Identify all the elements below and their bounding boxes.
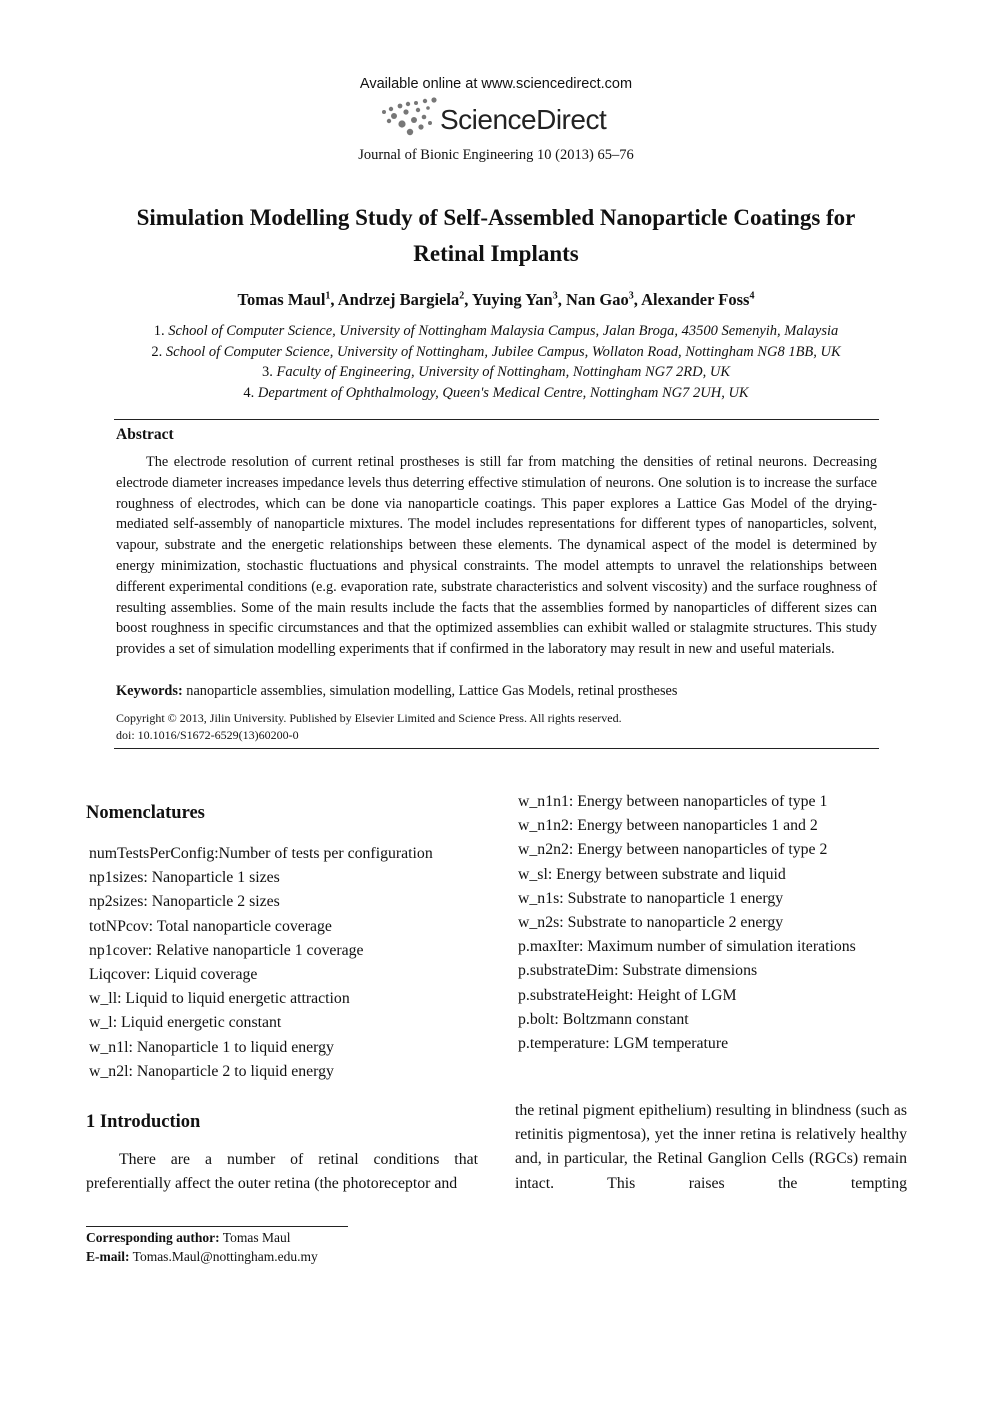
nomenclature-item: w_n1s: Substrate to nanoparticle 1 energy	[518, 889, 784, 907]
paper-title: Simulation Modelling Study of Self-Assembled Nanoparticle Coatings for Retinal Implants	[136, 205, 856, 266]
nomenclature-item: Liqcover: Liquid coverage	[89, 966, 258, 984]
nomenclature-item: p.bolt: Boltzmann constant	[518, 1010, 689, 1028]
author: Alexander Foss	[641, 290, 750, 309]
nomenclature-list-right	[518, 790, 856, 1056]
nomenclature-list-left	[89, 842, 433, 1084]
corresponding-author-label: Corresponding author:	[86, 1230, 220, 1245]
nomenclature-item: p.temperature: LGM temperature	[518, 1035, 729, 1053]
nomenclature-item: np1cover: Relative nanoparticle 1 coverage	[89, 941, 364, 959]
available-online-line: Available online at www.sciencedirect.com	[359, 76, 633, 92]
author-affiliation-mark: 4	[749, 290, 755, 302]
keywords-line	[116, 683, 677, 700]
corresponding-author-line	[86, 1229, 318, 1248]
nomenclature-item: w_n2l: Nanoparticle 2 to liquid energy	[89, 1062, 334, 1080]
email-label: E-mail:	[86, 1248, 130, 1264]
nomenclature-item: w_n1n2: Energy between nanoparticles 1 and 2	[518, 817, 818, 835]
abstract-top-rule	[114, 419, 879, 420]
corresponding-author-name: Tomas Maul	[222, 1230, 291, 1245]
introduction-text-left: There are a number of retinal conditions that preferentially affect the outer retina (the photoreceptor and	[86, 1151, 478, 1193]
doi-text: doi: 10.1016/S1672-6529(13)60200-0	[116, 727, 299, 742]
copyright-block	[116, 710, 622, 743]
affiliation	[0, 344, 992, 361]
copyright-text: Copyright © 2013, Jilin University. Published by Elsevier Limited and Science Press. All rights reserved.	[116, 711, 622, 725]
author: Andrzej Bargiela	[337, 290, 460, 309]
nomenclature-item: w_sl: Energy between substrate and liquid	[518, 865, 786, 883]
author-list: Tomas Maul$^1$, Andrzej Bargiela$^2$, Yuying Yan$^3$, Nan Gao$^3$, Alexander Foss$^4$	[237, 290, 755, 309]
nomenclature-item: numTestsPerConfig:Number of tests per configuration	[89, 845, 433, 862]
footnote-rule	[86, 1226, 348, 1227]
sciencedirect-logo-text: ScienceDirect	[440, 104, 607, 135]
nomenclature-item: w_n1l: Nanoparticle 1 to liquid energy	[89, 1038, 334, 1056]
affiliation-text: School of Computer Science, University of Nottingham Malaysia Campus, Jalan Broga, 43500 Semenyih, Malaysia	[168, 323, 839, 339]
nomenclature-item: np2sizes: Nanoparticle 2 sizes	[89, 893, 280, 911]
affiliation	[0, 364, 992, 381]
affiliation-number: 1.	[153, 323, 169, 339]
keywords-text: nanoparticle assemblies, simulation modelling, Lattice Gas Models, retinal prostheses	[186, 683, 678, 699]
nomenclature-item: p.maxIter: Maximum number of simulation iterations	[518, 938, 856, 956]
affiliation	[0, 385, 992, 402]
introduction-text-right: the retinal pigment epithelium) resulting in blindness (such as retinitis pigmentosa), yet the inner retina is relatively healthy and, in particular, the Retinal Ganglion Cells (RGCs) remain intact. This raises the tempting	[515, 1102, 907, 1192]
nomenclature-item: w_n1n1: Energy between nanoparticles of type 1	[518, 793, 828, 810]
nomenclature-item: w_ll: Liquid to liquid energetic attraction	[89, 990, 350, 1008]
email-address[interactable]: Tomas.Maul@nottingham.edu.my	[132, 1248, 318, 1264]
author-affiliation-mark: 2	[459, 290, 465, 302]
email-line	[86, 1248, 318, 1267]
author: Nan Gao	[565, 290, 629, 309]
abstract-bottom-rule	[114, 748, 879, 749]
author: Yuying Yan	[471, 290, 553, 309]
affiliation-text: Faculty of Engineering, University of Nottingham, Nottingham NG7 2RD, UK	[276, 364, 730, 380]
affiliation-number: 4.	[243, 385, 258, 401]
author-affiliation-mark: 1	[325, 290, 331, 302]
nomenclature-item: totNPcov: Total nanoparticle coverage	[89, 917, 332, 935]
abstract-text: The electrode resolution of current retinal prostheses is still far from matching the densities of retinal neurons. Decreasing electrode diameter increases impedance levels thus deterring effective stimulation of neurons. One solution is to increase the surface roughness of electrodes, which can be done via nanoparticle coatings. This paper explores a Lattice Gas Model of the drying-mediated self-assembly of nanoparticle mixtures. The model includes representations for different types of nanoparticles, solvent, vapour, substrate and the energetic relationships between these elements. The dynamical aspect of the model is determined by energy minimization, stochastic fluctuations and physical constraints. The model attempts to unravel the relationships between different experimental conditions (e.g. evaporation rate, substrate characteristics and solvent viscosity) and the surface roughness of resulting assemblies. Some of the main results include the facts that the assemblies formed by nanoparticles of different sizes can boost roughness in specific circumstances and that the optimized assemblies can exhibit walled or stalagmite structures. This study provides a set of simulation modelling experiments that if confirmed in the laboratory may result in new and useful materials.	[116, 454, 877, 658]
affiliation-text: Department of Ophthalmology, Queen's Medical Centre, Nottingham NG7 2UH, UK	[257, 385, 749, 401]
nomenclature-heading: Nomenclatures	[86, 803, 205, 823]
nomenclature-item: p.substrateHeight: Height of LGM	[518, 986, 737, 1004]
author: Tomas Maul	[237, 290, 326, 309]
keywords-label: Keywords:	[116, 683, 183, 699]
affiliation	[0, 323, 992, 340]
nomenclature-item: w_n2s: Substrate to nanoparticle 2 energy	[518, 914, 784, 932]
abstract-heading: Abstract	[116, 426, 174, 443]
footnote	[86, 1229, 318, 1266]
nomenclature-item: np1sizes: Nanoparticle 1 sizes	[89, 869, 280, 887]
affiliation-number: 3.	[262, 364, 277, 380]
nomenclature-item: p.substrateDim: Substrate dimensions	[518, 962, 758, 980]
nomenclature-item: w_l: Liquid energetic constant	[89, 1014, 282, 1032]
author-affiliation-mark: 3	[628, 290, 634, 302]
introduction-heading: 1 Introduction	[86, 1112, 201, 1132]
affiliation-number: 2.	[151, 344, 166, 360]
author-affiliation-mark: 3	[552, 290, 558, 302]
nomenclature-item: w_n2n2: Energy between nanoparticles of type 2	[518, 841, 828, 859]
journal-citation: Journal of Bionic Engineering 10 (2013) 65–76	[358, 147, 634, 163]
affiliation-text: School of Computer Science, University of Nottingham, Jubilee Campus, Wollaton Road, Nottingham NG8 1BB, UK	[165, 344, 841, 360]
